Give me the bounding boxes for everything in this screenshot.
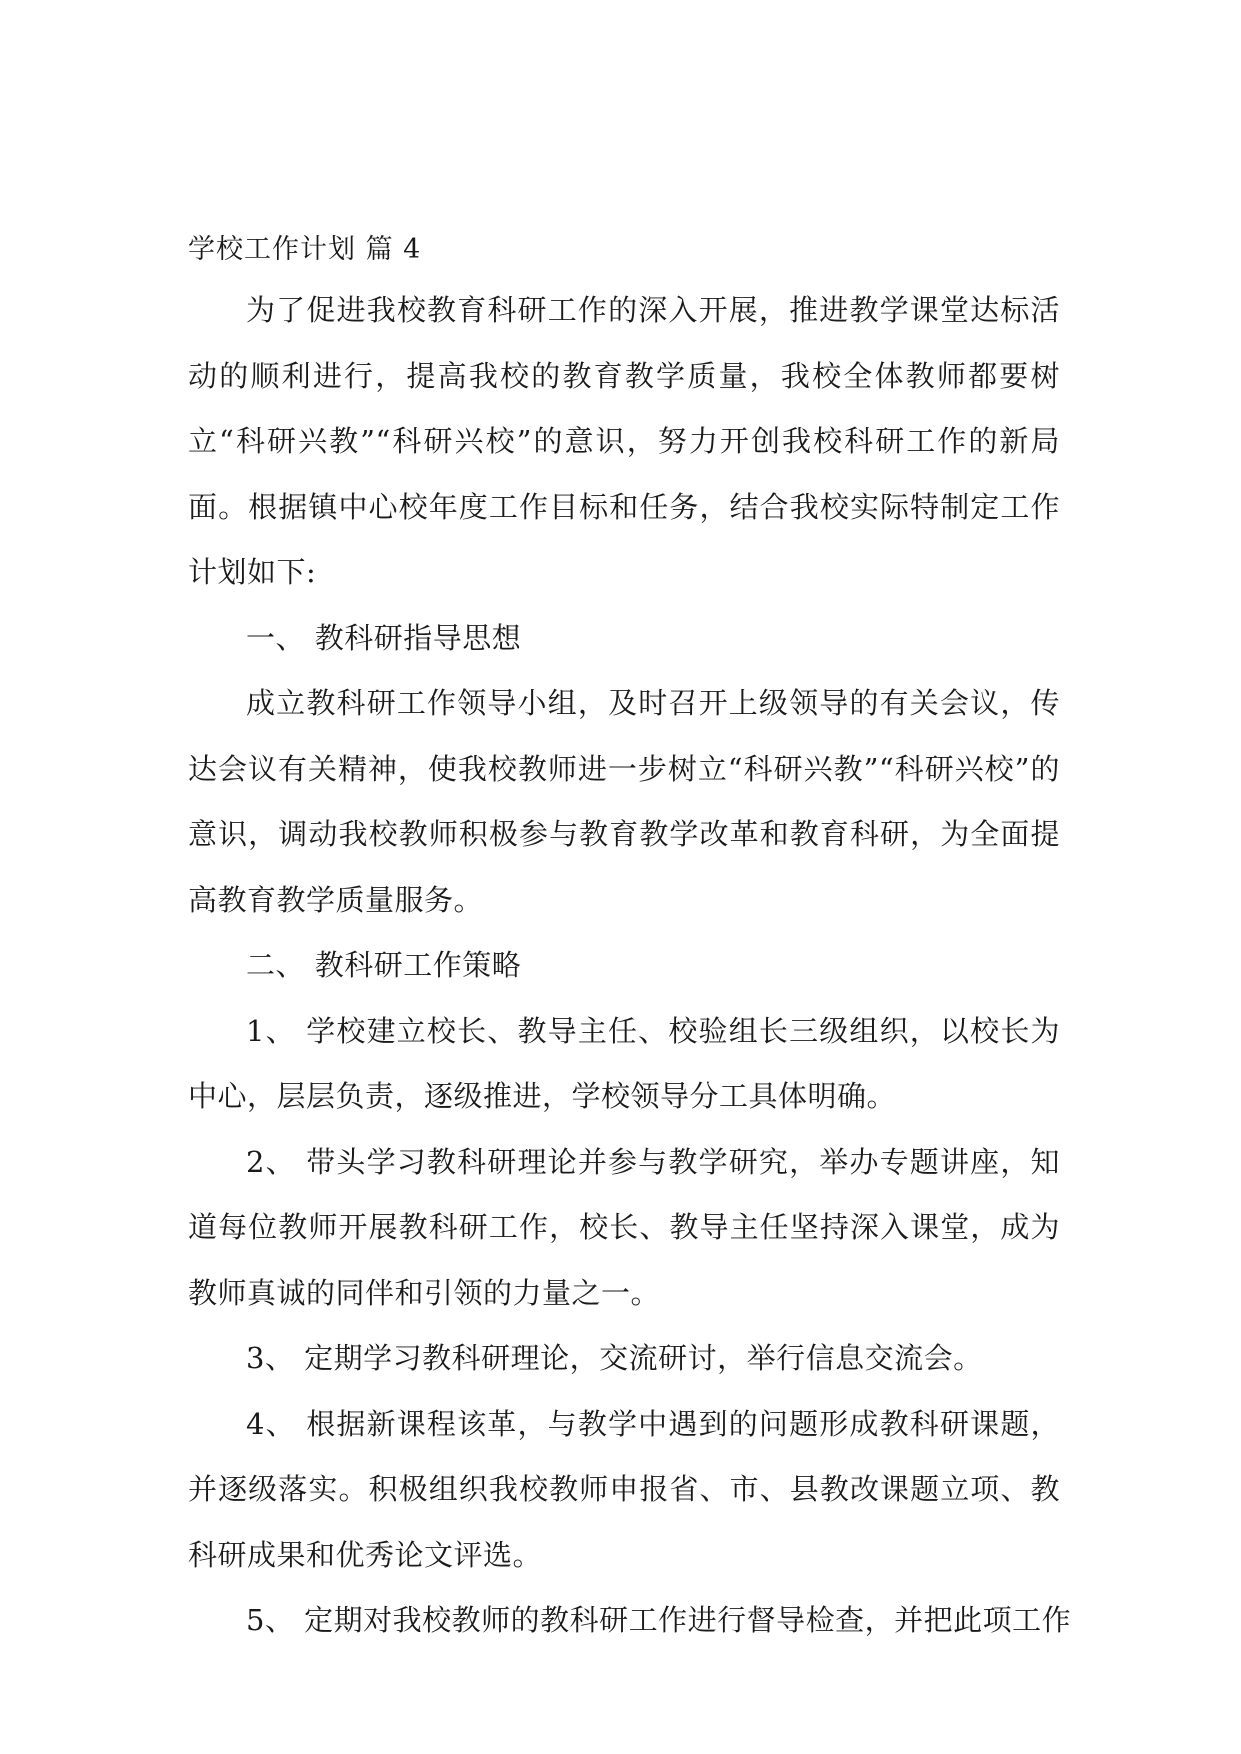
document-body [188,222,1072,1654]
document-title: 学校工作计划 篇 4 [188,234,422,265]
section-heading-guiding-ideology: 一、 教科研指导思想 [246,620,522,655]
strategy-item-5: 5、 定期对我校教师的教科研工作进行督导检查，并把此项工作 [246,1603,1072,1637]
strategy-item-3: 3、 定期学习教科研理论，交流研讨，举行信息交流会。 [246,1341,983,1375]
intro-paragraph: 为了促进我校教育科研工作的深入开展，推进教学课堂达标活动的顺利进行，提高我校的教育教学质量，我校全体教师都要树立“科研兴教”“科研兴校”的意识，努力开创我校科研工作的新局面。根据镇中心校年度工作目标和任务，结合我校实际特制定工作计划如下: [188,293,1060,589]
strategy-item-1: 1、 学校建立校长、教导主任、校验组长三级组织，以校长为中心，层层负责，逐级推进，学校领导分工具体明确。 [188,1013,1060,1113]
strategy-item-2: 2、 带头学习教科研理论并参与教学研究，举办专题讲座，知道每位教师开展教科研工作，校长、教导主任坚持深入课堂，成为教师真诚的同伴和引领的力量之一。 [188,1144,1060,1310]
section-heading-work-strategy: 二、 教科研工作策略 [246,948,522,982]
guiding-ideology-paragraph: 成立教科研工作领导小组，及时召开上级领导的有关会议，传达会议有关精神，使我校教师进一步树立“科研兴教”“科研兴校”的意识，调动我校教师积极参与教育教学改革和教育科研，为全面提高教育教学质量服务。 [188,686,1060,917]
strategy-item-4: 4、 根据新课程该革，与教学中遇到的问题形成教科研课题，并逐级落实。积极组织我校教师申报省、市、县教改课题立项、教科研成果和优秀论文评选。 [188,1406,1060,1572]
